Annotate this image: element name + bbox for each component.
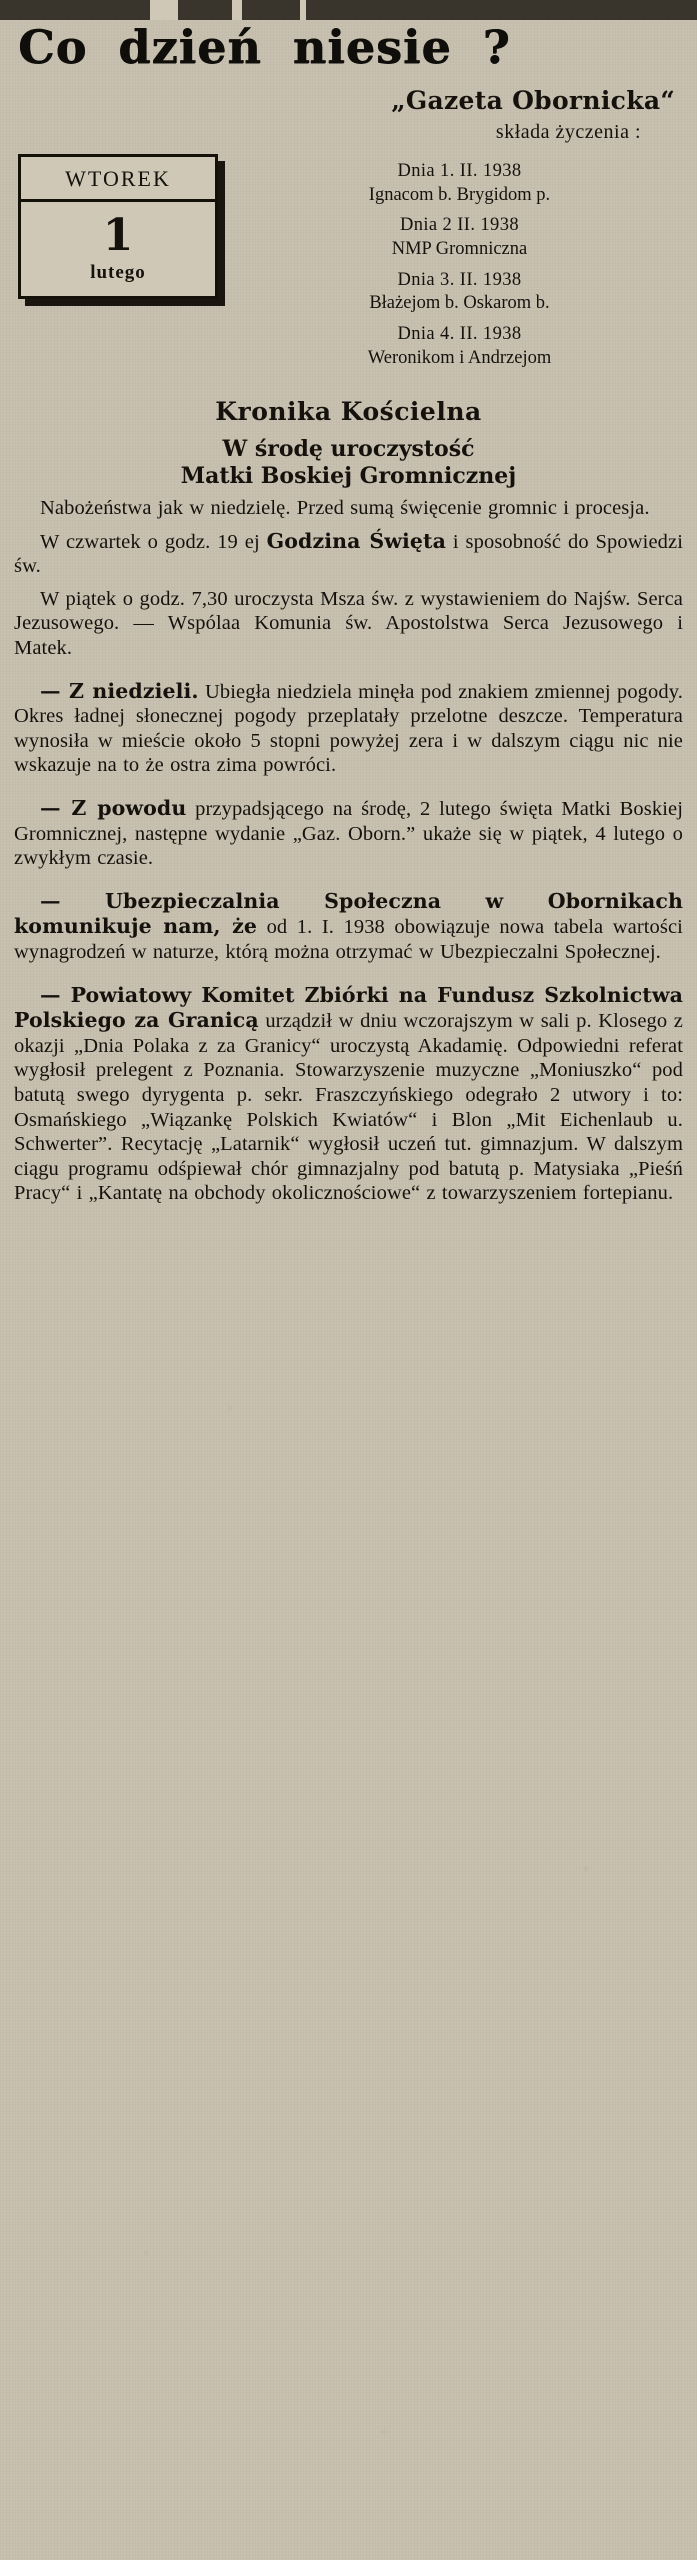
nameday-date: Dnia 2 II. 1938 <box>399 215 520 236</box>
church-paragraph-3 <box>14 587 683 661</box>
article-item <box>14 679 683 778</box>
nameday-entry <box>236 160 683 207</box>
church-paragraph-1-text: Nabożeństwa jak w niedzielę. Przed sumą święcenie gromnic i procesja. <box>40 497 650 520</box>
article-text: przypadsjącego na środę, 2 lutego święta Matki Boskiej Gromnicznej, następne wydanie „Gaz. Oborn.” ukaże się w piątek, 4 lutego o zwykłym czasie. <box>14 797 683 870</box>
calendar-day-number: 1 <box>102 210 134 261</box>
article-text: urządził w dniu wczorajszym w sali p. Klosego z okazji „Dnia Polaka z za Granicy“ uroczystą Akadamię. Odpowiedni referat wygłosił prelegent z Poznania. Stowarzyszenie muzyczne „Moniuszko“ pod batutą swego dyrygenta p. sekr. Fraszczyńskiego odegrało 2 utwory i to: Osmańskiego „Wiązankę Polskich Kwiatów“ i Blon „Mit Eichenlaub u. Schwerter”. Recytację „Latarnik“ wygłosił uczeń tut. gimnazjum. W dalszym ciągu programu odśpiewał chór gimnazjalny pod batutą p. Matysiaka „Pieśń Pracy“ i „Kantatę na obchody okolicznościowe“ z towarzyszeniem fortepianu. <box>14 1010 683 1205</box>
church-paragraph-2-a: W czwartek o godz. 19 ej <box>40 530 267 553</box>
calendar-weekday: WTOREK <box>21 157 215 202</box>
nameday-names: Weronikom i Andrzejom <box>367 347 552 368</box>
church-paragraph-2 <box>14 529 683 579</box>
church-paragraph-3-text: W piątek o godz. 7,30 uroczysta Msza św. z wystawieniem do Najśw. Serca Jezusowego. — Wspólaa Komunia św. Apostolstwa Serca Jezusowego i Matek. <box>14 587 683 659</box>
article-item <box>14 889 683 965</box>
nameday-date: Dnia 1. II. 1938 <box>397 161 522 181</box>
article-item <box>14 796 683 871</box>
calendar-block <box>18 154 218 299</box>
nameday-names: Błażejom b. Oskarom b. <box>369 293 550 314</box>
nameday-entry <box>236 214 683 261</box>
calendar-and-namedays <box>14 154 683 377</box>
church-subheading-line1: W środę uroczystość <box>222 436 475 463</box>
nameday-list <box>236 154 683 377</box>
page-title: Co dzień niesie ? <box>18 20 511 74</box>
nameday-names: Ignacom b. Brygidom p. <box>368 184 551 205</box>
church-paragraph-2-bold: Godzina Święta <box>266 528 446 553</box>
article-lead: — Z powodu <box>40 795 187 820</box>
article-text: od 1. I. 1938 obowiązuje nowa tabela wartości wynagrodzeń w naturze, którą można otrzymać w Ubezpieczalni Społecznej. <box>14 916 683 963</box>
article-lead: — Ubezpieczalnia Społeczna w Obornikach komunikuje nam, że <box>14 888 683 939</box>
article-lead: — Z niedzieli. <box>40 678 199 703</box>
calendar-month: lutego <box>90 262 146 283</box>
article-lead: — Powiatowy Komitet Zbiórki na Fundusz Szkolnictwa Polskiego za Granicą <box>14 982 683 1033</box>
nameday-entry <box>236 269 683 316</box>
page-content <box>0 20 697 1206</box>
nameday-date: Dnia 4. II. 1938 <box>397 324 522 345</box>
article-item <box>14 983 683 1206</box>
nameday-date: Dnia 3. II. 1938 <box>397 269 522 290</box>
torn-edge-strip <box>0 0 697 20</box>
article-text: Ubiegła niedziela minęła pod znakiem zmiennej pogody. Okres ładnej słonecznej pogody przeplatały przelotne deszcze. Temperatura wynosiła w mieście około 5 stopni powyżej zera i w dalszym ciągu nic nie wskazuje na to że ostra zima powróci. <box>14 680 683 777</box>
paper-name: „Gazeta Obornicka“ <box>391 86 675 115</box>
nameday-entry <box>236 323 683 370</box>
nameday-names: NMP Gromniczna <box>391 239 528 260</box>
church-chronicle-heading: Kronika Kościelna <box>215 397 482 427</box>
church-paragraph-2-c: i sposobność do Spowiedzi św. <box>14 530 683 578</box>
church-subheading <box>14 436 683 490</box>
church-subheading-line2: Matki Boskiej Gromnicznej <box>180 463 517 490</box>
wishes-line: składa życzenia : <box>495 121 641 143</box>
church-paragraph-1 <box>14 496 683 521</box>
